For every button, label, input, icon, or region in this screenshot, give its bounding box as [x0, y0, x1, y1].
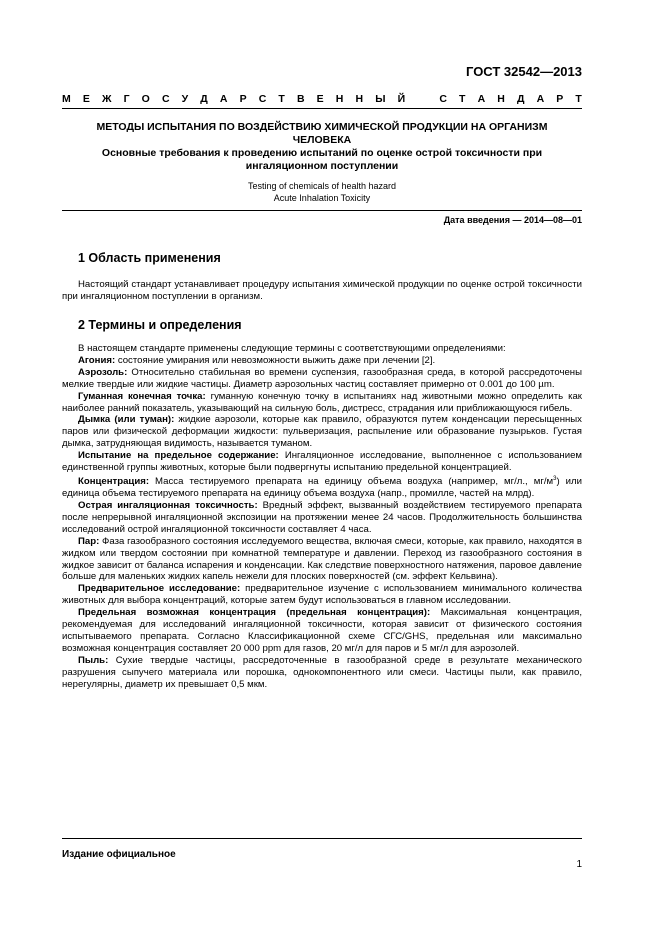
banner-letter: С [258, 93, 267, 105]
banner-letter: С [439, 93, 447, 105]
banner-letter: Д [200, 93, 208, 105]
term-text: Максимальная концентрация, рекомендуемая для исследований ингаляционной токсичности, которая зависит от физического состояния испытываемого препарата. Согласно Классификационной схеме СГС/GHS, предельная или максимально возможная концентрация составляет 20 000 ppm для газов, 20 мг/л для паров и 5 мг/л для аэрозолей. [62, 607, 582, 654]
page-number: 1 [576, 859, 582, 870]
banner-letter: Ы [375, 93, 386, 105]
banner-letter: С [161, 93, 170, 105]
banner-letter: Т [575, 93, 582, 105]
term-text: Ингаляционное исследование, выполненное с использованием единственной группы животных, которые были подвергнуты испытанию предельной концентрацией. [62, 450, 582, 474]
subtitle-line-1: Основные требования к проведению испытаний по оценке острой токсичности при [101, 147, 543, 159]
term-definition [62, 450, 582, 474]
english-title-line-2: Acute Inhalation Toxicity [273, 193, 371, 203]
banner-letter: У [181, 93, 189, 105]
banner-letter: Н [355, 93, 364, 105]
term-name: Предварительное исследование: [78, 583, 241, 595]
banner-letter: А [477, 93, 486, 105]
title-line-2: ЧЕЛОВЕКА [292, 134, 352, 146]
english-title [62, 180, 582, 204]
term-name: Острая ингаляционная токсичность: [78, 499, 258, 511]
term-name: Аэрозоль: [78, 366, 128, 378]
term-definition [62, 607, 582, 655]
banner-letter: Д [516, 93, 525, 105]
title-rule [62, 210, 582, 211]
term-definition [62, 367, 582, 391]
term-text: Вредный эффект, вызванный воздействием тестируемого препарата после непрерывной ингаляционной экспозиции на протяжении менее 24 часов. Продолжительность большинства исследований острой ингаляционной токсичности составляет 4 часа. [62, 499, 582, 535]
section-2-text [62, 343, 582, 690]
section-1-heading: 1 Область применения [78, 251, 221, 265]
english-title-line-1: Testing of chemicals of health hazard [247, 181, 397, 191]
title-line-1: МЕТОДЫ ИСПЫТАНИЯ ПО ВОЗДЕЙСТВИЮ ХИМИЧЕСКОЙ ПРОДУКЦИИ НА ОРГАНИЗМ [96, 121, 548, 133]
banner-letter: Ж [101, 93, 112, 105]
edition-label: Издание официальное [62, 849, 176, 860]
subtitle-line-2: ингаляционном поступлении [245, 160, 399, 172]
term-definition [62, 355, 582, 367]
term-text: Масса тестируемого препарата на единицу объема воздуха (например, мг/л., мг/м [149, 476, 554, 488]
intro-date: Дата введения — 2014—08—01 [443, 215, 582, 225]
term-text: Сухие твердые частицы, рассредоточенные в газообразной среде в результате механического разрушения сыпучего материала или порошка, однокомпонентного или смеси. Частицы пыли, как правило, нерегулярны, диаметр их превышает 0,5 мкм. [62, 654, 582, 690]
banner-letter: Т [278, 93, 285, 105]
term-name: Концентрация: [78, 476, 150, 488]
term-text: предварительное изучение с использованием минимального количества животных для выбора концентраций, которые затем будут использоваться в главном исследовании. [62, 583, 582, 607]
banner-letter [417, 93, 427, 105]
banner-letter: А [536, 93, 545, 105]
term-definition [62, 414, 582, 450]
banner-letter: В [296, 93, 305, 105]
banner-letter: Н [497, 93, 505, 105]
term-definition [62, 655, 582, 691]
section-1-text [62, 279, 582, 303]
term-definition [62, 391, 582, 415]
section-1-paragraph: Настоящий стандарт устанавливает процедуру испытания химической продукции по оценке острой токсичности при ингаляционном поступлении в организм. [62, 279, 582, 302]
section-2-intro: В настоящем стандарте применены следующие термины с соответствующими определениями: [78, 343, 506, 354]
banner-letter: Н [335, 93, 344, 105]
term-name: Предельная возможная концентрация (предельная концентрация): [78, 607, 431, 619]
term-name: Гуманная конечная точка: [78, 390, 206, 402]
term-text: гуманную конечную точку в испытаниях над животными можно определить как наиболее ранний показатель, указывающий на сильную боль, дистресс, страдания или приближающуюся гибель. [62, 390, 583, 414]
banner-letter: А [219, 93, 228, 105]
term-text: Фаза газообразного состояния исследуемого вещества, включая смеси, которые, как правило, находятся в жидком или твердом состоянии при комнатной температуре и давлении. Переход из газообразного состояния в жидкое зависит от баланса испарения и конденсации. Как следствие поверхностного натяжения, паровое давление больше для маленьких жидких капель нежели для плоских поверхностей (см. эффект Кельвина). [62, 535, 582, 583]
term-name: Пар: [78, 535, 100, 547]
term-name: Испытание на предельное содержание: [78, 450, 279, 462]
banner-letter: Т [459, 93, 466, 105]
banner-letter: Р [239, 93, 247, 105]
term-definition [62, 536, 582, 584]
term-text: ) или единица объема тестируемого препарата на единицу объема воздуха (напр., промилле, частей на млрд). [62, 476, 582, 500]
term-text: Относительно стабильная во времени суспензия, газообразная среда, в которой рассредоточены мелкие твердые или жидкие частицы. Диаметр аэрозольных частиц составляет примерно от 0.001 до 100 µm. [62, 366, 582, 390]
term-name: Пыль: [78, 654, 109, 666]
banner-letter: Е [316, 93, 324, 105]
term-text: состояние умирания или невозможности выжить даже при лечении [2]. [115, 354, 436, 366]
term-text: жидкие аэрозоли, которые как правило, образуются путем конденсации пересыщенных паров или физической деформации жидкости: пульверизация, распыление или образование пузырьков. Густая дымка, затрудняющая видимость, называется туманом. [62, 414, 582, 450]
superscript: 3 [553, 475, 557, 482]
banner-letter: М [62, 93, 71, 105]
standard-number: ГОСТ 32542—2013 [466, 64, 582, 79]
term-definition [62, 500, 582, 536]
term-name: Дымка (или туман): [78, 414, 175, 426]
interstate-standard-banner [62, 93, 582, 105]
term-definition [62, 583, 582, 607]
document-title [62, 121, 582, 173]
term-definition [62, 474, 582, 500]
banner-letter: Е [82, 93, 90, 105]
term-name: Агония: [78, 354, 116, 366]
banner-letter: Г [123, 93, 130, 105]
banner-letter: Р [556, 93, 564, 105]
footer-rule [62, 838, 582, 839]
banner-letter: О [141, 93, 150, 105]
header-rule [62, 108, 582, 109]
section-2-heading: 2 Термины и определения [78, 318, 242, 332]
banner-letter: Й [397, 93, 406, 105]
